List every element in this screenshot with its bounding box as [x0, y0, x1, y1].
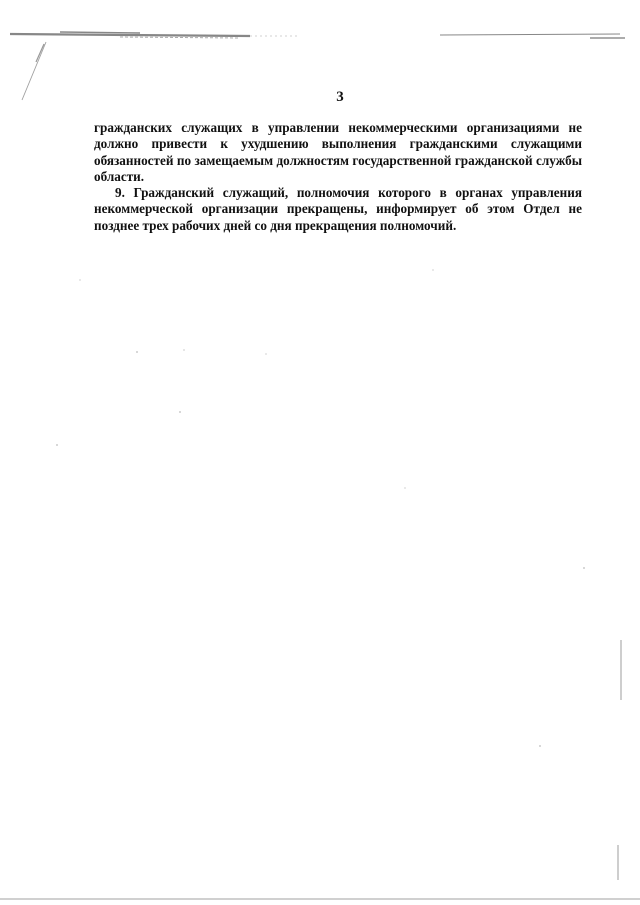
page-number: 3 [336, 89, 344, 105]
paragraph-continuation: гражданских служащих в управлении некоммерческими организациями не должно привести к ухудшению выполнения гражданскими служащими обязанностей по замещаемым должностям государственной гражданской службы области. [94, 120, 582, 184]
paragraph-item-9: 9. Гражданский служащий, полномочия которого в органах управления некоммерческой организации прекращены, информирует об этом Отдел не позднее трех рабочих дней со дня прекращения полномочий. [94, 185, 582, 233]
document-body [94, 120, 582, 234]
